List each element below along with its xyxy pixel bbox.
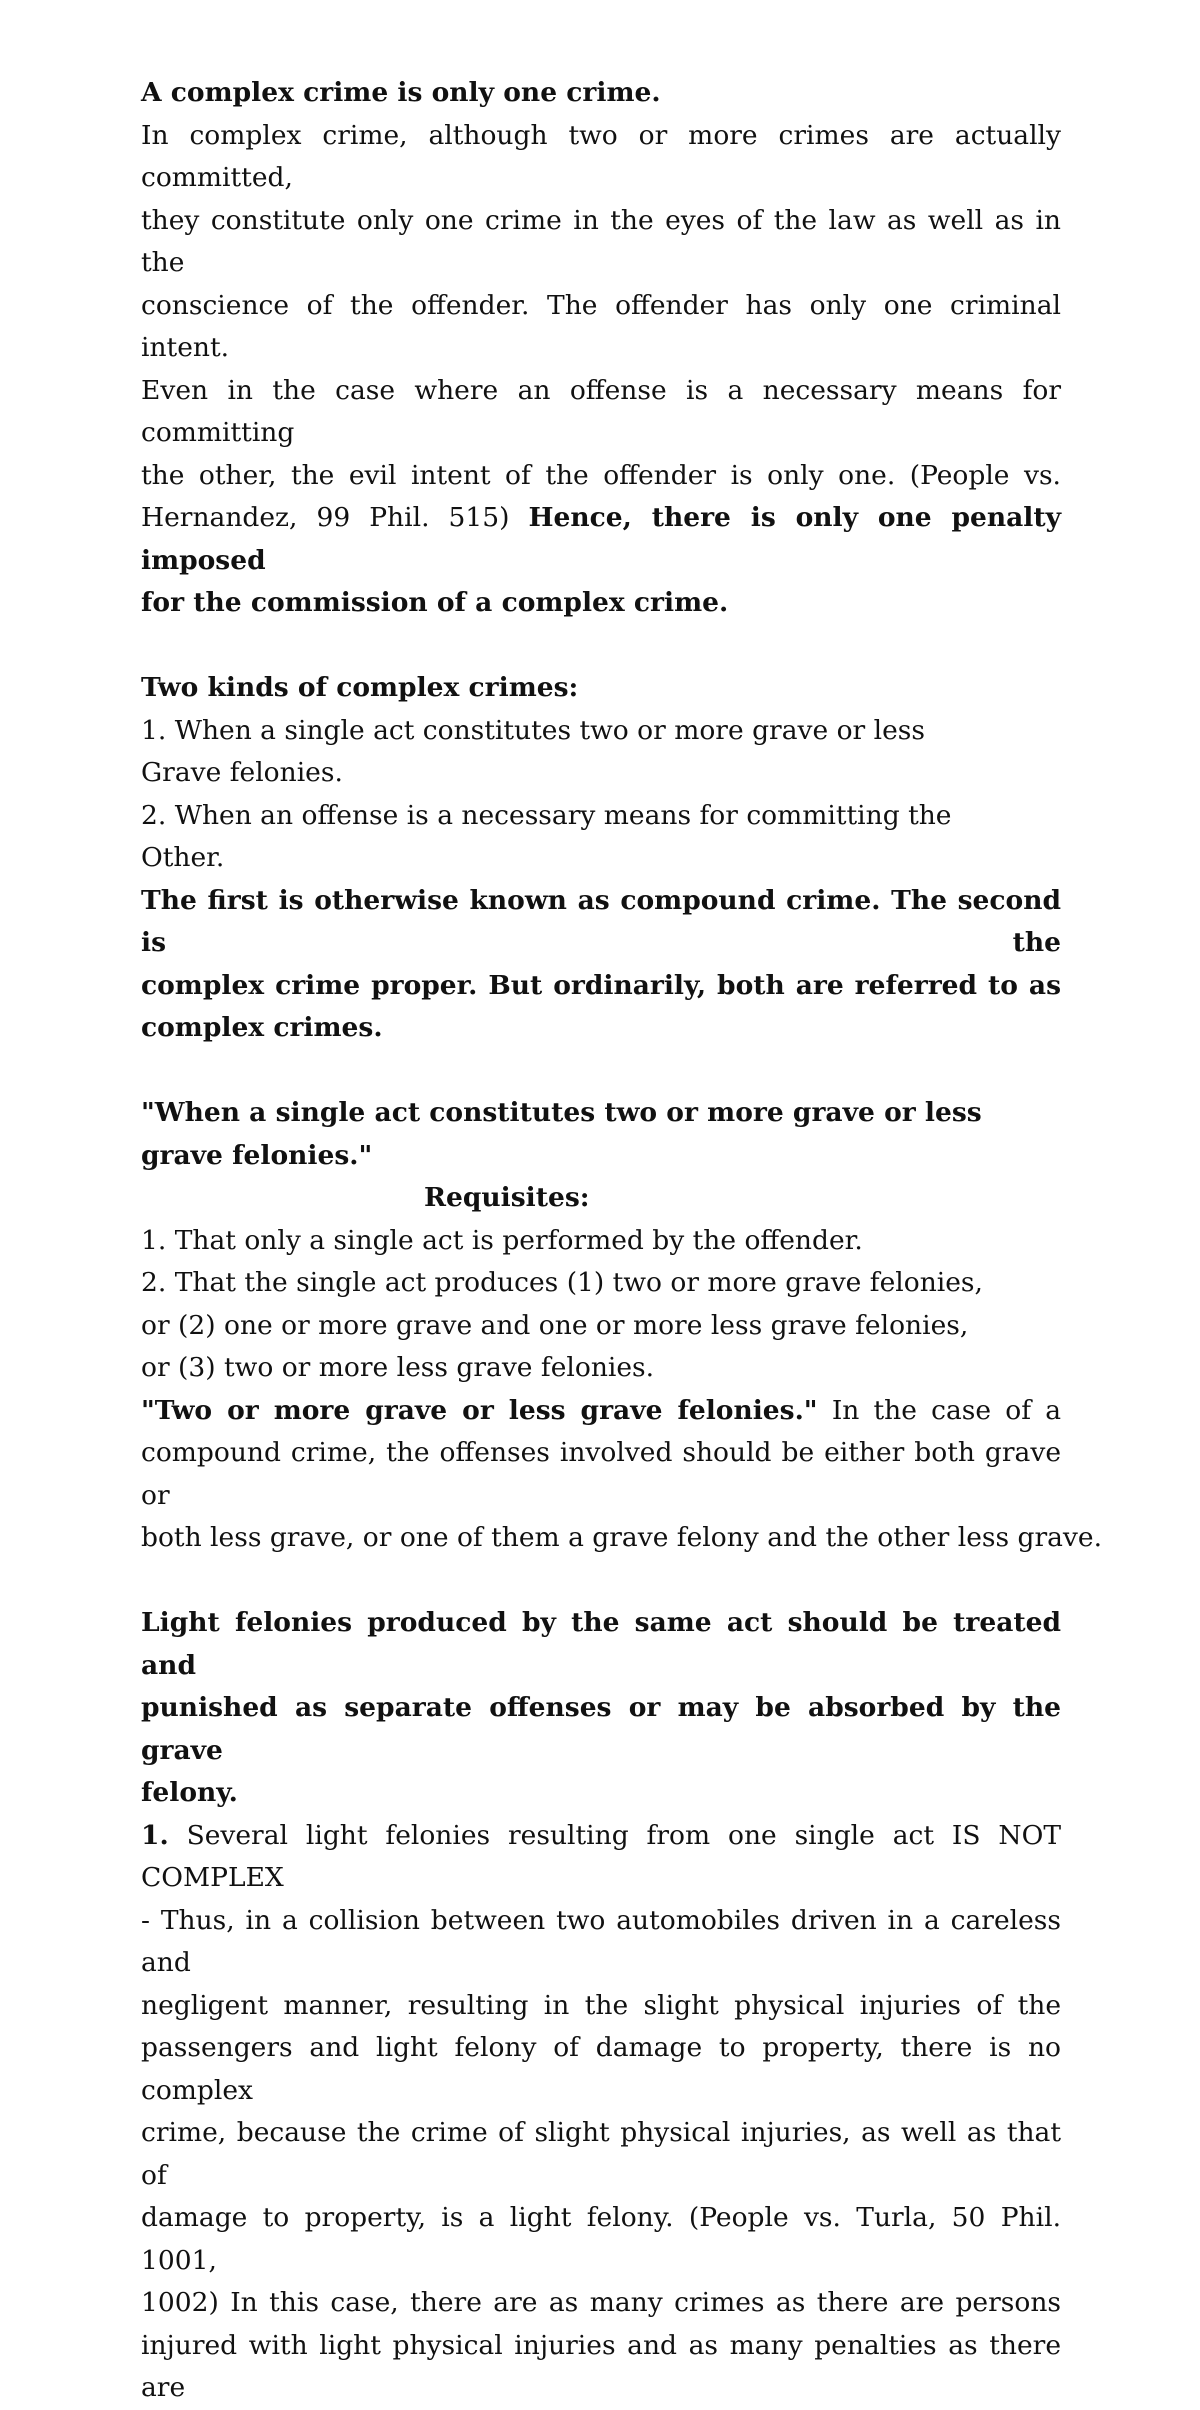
emphasis-text: Hence, there is only one penalty imposed [141, 502, 1061, 576]
emphasis-text: "Two or more grave or less grave felonies." [141, 1394, 818, 1426]
paragraph-line: compound crime, the offenses involved should be either both grave or [141, 1437, 1061, 1511]
paragraph-line: negligent manner, resulting in the slight physical injuries of the [141, 1989, 1061, 2021]
list-item: 1. That only a single act is performed by the offender. [141, 1224, 863, 1256]
paragraph-line: injured with light physical injuries and as many penalties as there are [141, 2329, 1061, 2403]
emphasis-line: punished as separate offenses or may be absorbed by the grave [141, 1692, 1061, 1766]
list-item: Other. [141, 842, 225, 873]
emphasis-line: felony. [141, 1777, 238, 1808]
paragraph-line: passengers and light felony of damage to property, there is no complex [141, 2032, 1061, 2106]
paragraph-line: - Thus, in a collision between two automobiles driven in a careless and [141, 1904, 1061, 1978]
body-text: In the case of a [831, 1394, 1061, 1426]
item-number: 1. [141, 1819, 169, 1851]
paragraph-line: they constitute only one crime in the eyes of the law as well as in the [141, 204, 1061, 278]
emphasis-line: The first is otherwise known as compound crime. The second is the [141, 884, 1061, 958]
list-item: Grave felonies. [141, 757, 343, 788]
paragraph-line: In complex crime, although two or more crimes are actually committed, [141, 119, 1061, 193]
paragraph-line: conscience of the offender. The offender has only one criminal intent. [141, 289, 1061, 363]
paragraph-line: Even in the case where an offense is a necessary means for committing [141, 374, 1061, 448]
list-item: or (3) two or more less grave felonies. [141, 1352, 655, 1383]
citation-text: Hernandez, 99 Phil. 515) [141, 502, 510, 533]
requisites-heading: Requisites: [424, 1182, 590, 1213]
paragraph-line: both less grave, or one of them a grave felony and the other less grave. [141, 1522, 1103, 1553]
paragraph-gap [141, 625, 1061, 668]
list-item: 2. When an offense is a necessary means for committing the [141, 799, 952, 831]
paragraph-line: 1002) In this case, there are as many crimes as there are persons [141, 2287, 1061, 2318]
section-heading: grave felonies." [141, 1139, 373, 1171]
emphasis-line: for the commission of a complex crime. [141, 587, 729, 618]
paragraph-line: damage to property, is a light felony. (People vs. Turla, 50 Phil. 1001, [141, 2202, 1061, 2276]
paragraph-line: the other, the evil intent of the offender is only one. (People vs. [141, 459, 1061, 491]
emphasis-line: Light felonies produced by the same act should be treated and [141, 1607, 1061, 1681]
document-page [141, 72, 1103, 2410]
list-item: 2. That the single act produces (1) two or more grave felonies, [141, 1267, 983, 1298]
paragraph-line [141, 1815, 1061, 1900]
paragraph-gap [141, 1050, 1061, 1093]
body-text: Several light felonies resulting from one single act IS NOT COMPLEX [141, 1819, 1061, 1893]
section-heading: Two kinds of complex crimes: [141, 672, 579, 703]
paragraph-line [141, 497, 1061, 582]
list-item: 1. When a single act constitutes two or more grave or less [141, 714, 925, 746]
list-item: or (2) one or more grave and one or more less grave felonies, [141, 1309, 969, 1341]
paragraph-gap [141, 1560, 1061, 1603]
emphasis-line: complex crime proper. But ordinarily, both are referred to as [141, 969, 1061, 1001]
emphasis-line: complex crimes. [141, 1012, 383, 1043]
section-heading: "When a single act constitutes two or more grave or less [141, 1097, 982, 1128]
section-heading: A complex crime is only one crime. [141, 77, 661, 108]
paragraph-line: crime, because the crime of slight physical injuries, as well as that of [141, 2117, 1061, 2191]
paragraph-line [141, 1390, 1061, 1433]
